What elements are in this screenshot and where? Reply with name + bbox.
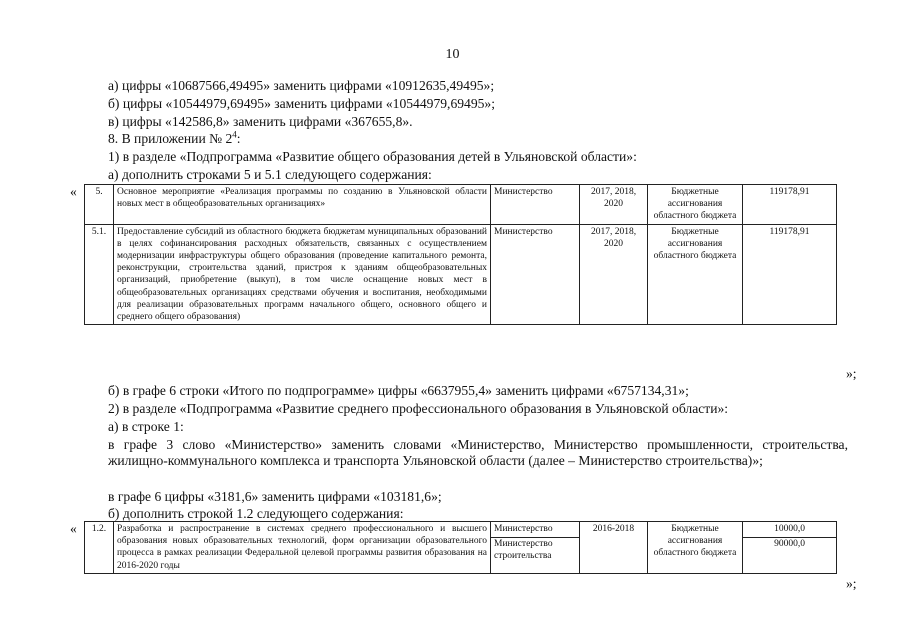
open-quote-1: «: [70, 184, 77, 199]
item-8-colon: :: [236, 131, 241, 146]
section-2-heading: 2) в разделе «Подпрограмма «Развитие среднего профессионального образования в Ульяновской области»:: [108, 401, 729, 416]
amount: 119178,91: [743, 224, 837, 325]
amendment-a: а) цифры «10687566,49495» заменить цифрами «10912635,49495»;: [108, 78, 495, 93]
table-row: [85, 522, 837, 574]
section-2-a-column-3: в графе 3 слово «Министерство» заменить словами «Министерство, Министерство промышленности, строительства, жилищно-коммунального комплекса и транспорта Ульяновской области (далее – Министерство строительства)»;: [108, 437, 848, 468]
amount-2: 90000,0: [774, 539, 805, 550]
row-number: 5.1.: [85, 224, 114, 325]
amount-1: 10000,0: [743, 522, 836, 538]
item-8: [108, 131, 241, 147]
years: 2016-2018: [580, 522, 648, 574]
page-number: 10: [445, 47, 460, 62]
measure-name: Разработка и распространение в системах среднего профессионального и высшего образования новых образовательных технологий, форм организации образовательного процесса в рамках реализации Федеральной целевой программы развития образования на 2016-2020 годы: [114, 522, 491, 574]
close-quote-2: »;: [846, 576, 857, 591]
section-1-b: б) в графе 6 строки «Итого по подпрограмме» цифры «6637955,4» заменить цифрами «6757134,31»;: [108, 383, 689, 398]
item-8-text: 8. В приложении № 2: [108, 131, 233, 146]
open-quote-2: «: [70, 521, 77, 536]
measure-name: Предоставление субсидий из областного бюджета бюджетам муниципальных образований в целях софинансирования расходных обязательств, связанных с осуществлением модернизации инфраструктуры общего образования (проведение капитального ремонта, реконструкции, строительства зданий, пристроя к зданиям общеобразовательных организаций, приобретение (выкуп), в том числе оснащение новых мест в общеобразовательных организациях средствами обучения и воспитания, необходимыми для реализации образовательных программ начального общего, основного общего и среднего общего образования): [114, 224, 491, 325]
section-2-b: б) дополнить строкой 1.2 следующего содержания:: [108, 506, 404, 521]
funding-source: Бюджетные ассигнования областного бюджета: [648, 522, 743, 574]
amendment-c: в) цифры «142586,8» заменить цифрами «367655,8».: [108, 114, 413, 129]
section-2-a-column-6: в графе 6 цифры «3181,6» заменить цифрами «103181,6»;: [108, 489, 442, 504]
table-row: [85, 185, 837, 225]
executor-2: Министерство строительства: [494, 539, 553, 562]
amendment-b: б) цифры «10544979,69495» заменить цифрами «10544979,69495»;: [108, 96, 495, 111]
section-1-heading: 1) в разделе «Подпрограмма «Развитие общего образования детей в Ульяновской области»:: [108, 149, 637, 164]
insert-table-2: [84, 521, 837, 574]
insert-table-1: [84, 184, 837, 325]
funding-source: Бюджетные ассигнования областного бюджета: [648, 185, 743, 225]
close-quote-1: »;: [846, 366, 857, 381]
section-2-a: а) в строке 1:: [108, 419, 184, 434]
years: 2017, 2018, 2020: [580, 224, 648, 325]
section-1-a: а) дополнить строками 5 и 5.1 следующего содержания:: [108, 167, 432, 182]
executor: Министерство: [491, 224, 580, 325]
item-8-superscript: 4: [232, 129, 237, 140]
years: 2017, 2018, 2020: [580, 185, 648, 225]
row-number: 5.: [85, 185, 114, 225]
executor-cell: [491, 522, 580, 574]
row-number: 1.2.: [85, 522, 114, 574]
executor-1: Министерство: [491, 522, 579, 538]
measure-name: Основное мероприятие «Реализация программы по созданию в Ульяновской области новых мест в общеобразовательных организациях»: [114, 185, 491, 225]
amount: 119178,91: [743, 185, 837, 225]
funding-source: Бюджетные ассигнования областного бюджета: [648, 224, 743, 325]
amount-cell: [743, 522, 837, 574]
executor: Министерство: [491, 185, 580, 225]
table-row: [85, 224, 837, 325]
